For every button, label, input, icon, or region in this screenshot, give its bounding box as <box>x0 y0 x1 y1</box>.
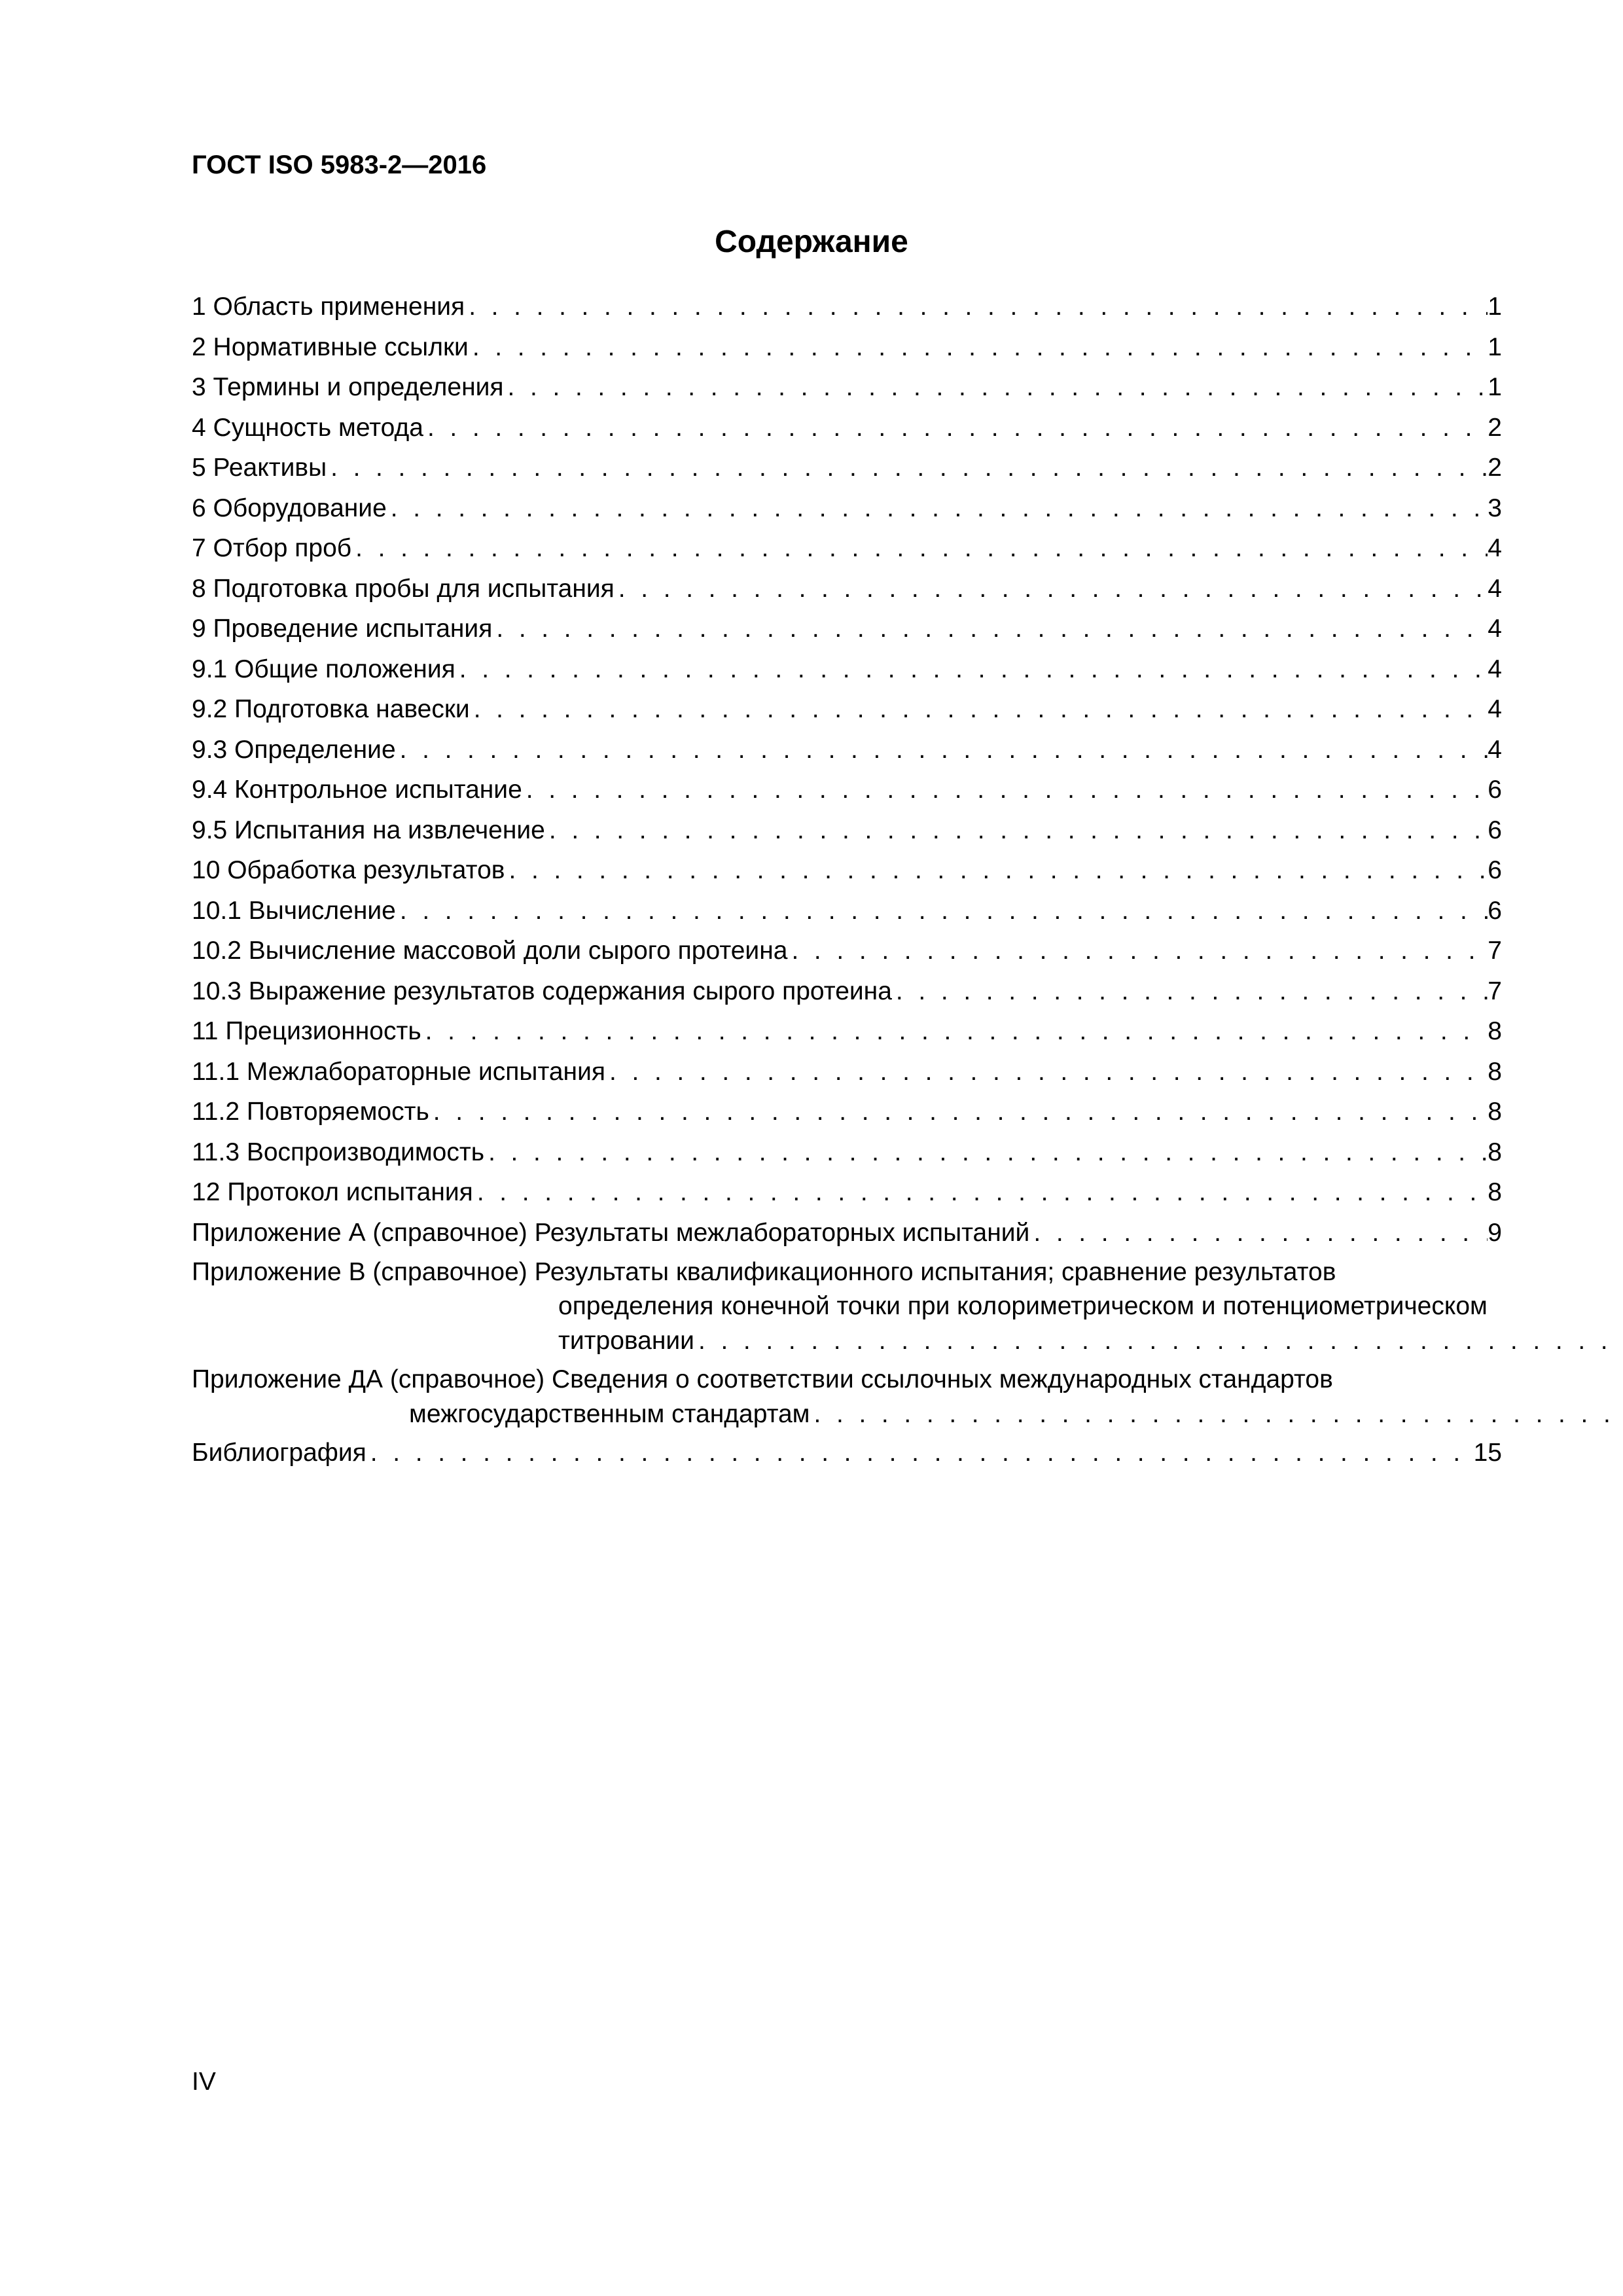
toc-entry-title: 7 Отбор проб <box>192 534 352 562</box>
toc-entry-page: 1 <box>1488 293 1502 321</box>
toc-entry-page: 2 <box>1488 454 1502 482</box>
toc-entry-title: 11.2 Повторяемость <box>192 1098 429 1126</box>
toc-entry-9-5[interactable] <box>192 813 1502 848</box>
toc-entry-title: 4 Сущность метода <box>192 413 423 442</box>
page-number: IV <box>192 2068 216 2096</box>
dot-leader <box>484 1135 1488 1170</box>
toc-entry-title: Приложение А (справочное) Результаты межлабораторных испытаний <box>192 1218 1030 1247</box>
toc-entry-title-line-2: определения конечной точки при колориметрическом и потенциометрическом <box>558 1292 1488 1320</box>
toc-title: Содержание <box>715 224 908 259</box>
toc-entry-9-1[interactable] <box>192 652 1502 687</box>
dot-leader <box>366 1435 1474 1471</box>
toc-entry-page: 8 <box>1488 1057 1502 1086</box>
toc-entry-9-3[interactable] <box>192 732 1502 768</box>
dot-leader <box>1029 1215 1488 1251</box>
dot-leader <box>396 893 1488 929</box>
toc-entry-title: 8 Подготовка пробы для испытания <box>192 574 615 603</box>
toc-entry-page: 6 <box>1488 856 1502 884</box>
toc-entry-page: 2 <box>1488 413 1502 442</box>
toc-entry-title: 9.2 Подготовка навески <box>192 695 470 723</box>
toc-entry-page: 6 <box>1488 816 1502 844</box>
dot-leader <box>465 289 1488 325</box>
toc-entry-1[interactable] <box>192 289 1502 325</box>
toc-entry-page: 4 <box>1488 574 1502 603</box>
toc-entry-page: 4 <box>1488 534 1502 562</box>
toc-entry-page: 4 <box>1488 615 1502 643</box>
document-code: ГОСТ ISO 5983-2—2016 <box>192 151 487 179</box>
dot-leader <box>473 1175 1488 1210</box>
toc-entry-title: 9.3 Определение <box>192 735 396 764</box>
toc-entry-title-line-3: титровании <box>558 1327 694 1355</box>
toc-entry-title: 11.3 Воспроизводимость <box>192 1138 485 1166</box>
toc-entry-7[interactable] <box>192 531 1502 566</box>
toc-entry-title: 3 Термины и определения <box>192 373 504 401</box>
toc-entry-page: 8 <box>1488 1178 1502 1206</box>
toc-entry-page: 4 <box>1488 695 1502 723</box>
toc-entry-page: 3 <box>1488 493 1502 522</box>
toc-entry-title: 9.4 Контрольное испытание <box>192 776 522 804</box>
toc-entry-page: 8 <box>1488 1017 1502 1045</box>
toc-entry-title: 1 Область применения <box>192 293 465 321</box>
toc-entry-title: 6 Оборудование <box>192 493 387 522</box>
toc-entry-10-3[interactable] <box>192 974 1502 1009</box>
toc-entry-page: 1 <box>1488 332 1502 361</box>
toc-entry-title: 11 Прецизионность <box>192 1017 421 1045</box>
toc-entry-title: 9 Проведение испытания <box>192 615 493 643</box>
toc-entry-title: 10 Обработка результатов <box>192 856 505 884</box>
toc-entry-10-1[interactable] <box>192 893 1502 929</box>
toc-entry-appendix-a[interactable] <box>192 1215 1502 1251</box>
toc-entry-page: 8 <box>1488 1138 1502 1166</box>
toc-entry-11-1[interactable] <box>192 1054 1502 1090</box>
toc-entry-page: 4 <box>1488 655 1502 683</box>
dot-leader <box>504 370 1488 405</box>
dot-leader <box>787 933 1488 969</box>
toc-entry-title: 10.3 Выражение результатов содержания сырого протеина <box>192 977 892 1005</box>
dot-leader <box>429 1094 1488 1130</box>
dot-leader <box>421 1014 1488 1049</box>
toc-entry-10[interactable] <box>192 853 1502 888</box>
toc-entry-title: 9.1 Общие положения <box>192 655 455 683</box>
dot-leader <box>892 974 1488 1009</box>
toc-entry-page: 6 <box>1488 896 1502 925</box>
toc-entry-page: 8 <box>1488 1098 1502 1126</box>
dot-leader <box>423 410 1488 446</box>
toc-entry-page: 1 <box>1488 373 1502 401</box>
toc-entry-11[interactable] <box>192 1014 1502 1049</box>
dot-leader <box>522 772 1488 808</box>
toc-entry-title: 9.5 Испытания на извлечение <box>192 816 545 844</box>
toc-entry-page: 4 <box>1488 735 1502 764</box>
toc-entry-title-line-1: Приложение ДА (справочное) Сведения о соответствии ссылочных международных стандартов <box>192 1365 1333 1393</box>
toc-entry-6[interactable] <box>192 491 1502 526</box>
toc-entry-page: 7 <box>1488 977 1502 1005</box>
toc-entry-8[interactable] <box>192 571 1502 607</box>
toc-entry-title-line-1: Приложение В (справочное) Результаты квалификационного испытания; сравнение результатов <box>192 1258 1336 1286</box>
toc-entry-title: Библиография <box>192 1439 366 1467</box>
dot-leader <box>545 813 1488 848</box>
dot-leader <box>469 330 1488 365</box>
toc-entry-11-3[interactable] <box>192 1135 1502 1170</box>
toc-entry-9-2[interactable] <box>192 692 1502 727</box>
dot-leader <box>387 491 1488 526</box>
toc-entry-page: 9 <box>1488 1218 1502 1247</box>
toc-entry-10-2[interactable] <box>192 933 1502 969</box>
dot-leader <box>327 450 1488 486</box>
dot-leader <box>470 692 1488 727</box>
toc-entry-9-4[interactable] <box>192 772 1502 808</box>
dot-leader <box>455 652 1488 687</box>
toc-entry-5[interactable] <box>192 450 1502 486</box>
dot-leader <box>605 1054 1488 1090</box>
toc-entry-title: 11.1 Межлабораторные испытания <box>192 1057 605 1086</box>
toc-entry-2[interactable] <box>192 330 1502 365</box>
toc-entry-appendix-da[interactable] <box>192 1363 1502 1431</box>
toc-entry-3[interactable] <box>192 370 1502 405</box>
toc-entry-title: 10.2 Вычисление массовой доли сырого протеина <box>192 937 788 965</box>
toc-entry-title: 5 Реактивы <box>192 454 327 482</box>
toc-entry-bibliography[interactable] <box>192 1435 1502 1471</box>
toc-entry-page: 7 <box>1488 937 1502 965</box>
dot-leader <box>810 1397 1623 1432</box>
dot-leader <box>694 1323 1623 1359</box>
dot-leader <box>396 732 1488 768</box>
toc-entry-title: 12 Протокол испытания <box>192 1178 473 1206</box>
toc-entry-11-2[interactable] <box>192 1094 1502 1130</box>
table-of-contents <box>192 289 1502 1476</box>
toc-entry-12[interactable] <box>192 1175 1502 1210</box>
toc-entry-9[interactable] <box>192 611 1502 647</box>
toc-entry-title-line-2: межгосударственным стандартам <box>409 1399 810 1428</box>
toc-entry-4[interactable] <box>192 410 1502 446</box>
toc-entry-title: 10.1 Вычисление <box>192 896 396 925</box>
toc-entry-page: 6 <box>1488 776 1502 804</box>
toc-entry-page: 15 <box>1473 1439 1502 1467</box>
toc-entry-appendix-b[interactable] <box>192 1255 1502 1357</box>
toc-entry-title: 2 Нормативные ссылки <box>192 332 469 361</box>
dot-leader <box>615 571 1488 607</box>
dot-leader <box>505 853 1488 888</box>
dot-leader <box>351 531 1488 566</box>
dot-leader <box>492 611 1488 647</box>
